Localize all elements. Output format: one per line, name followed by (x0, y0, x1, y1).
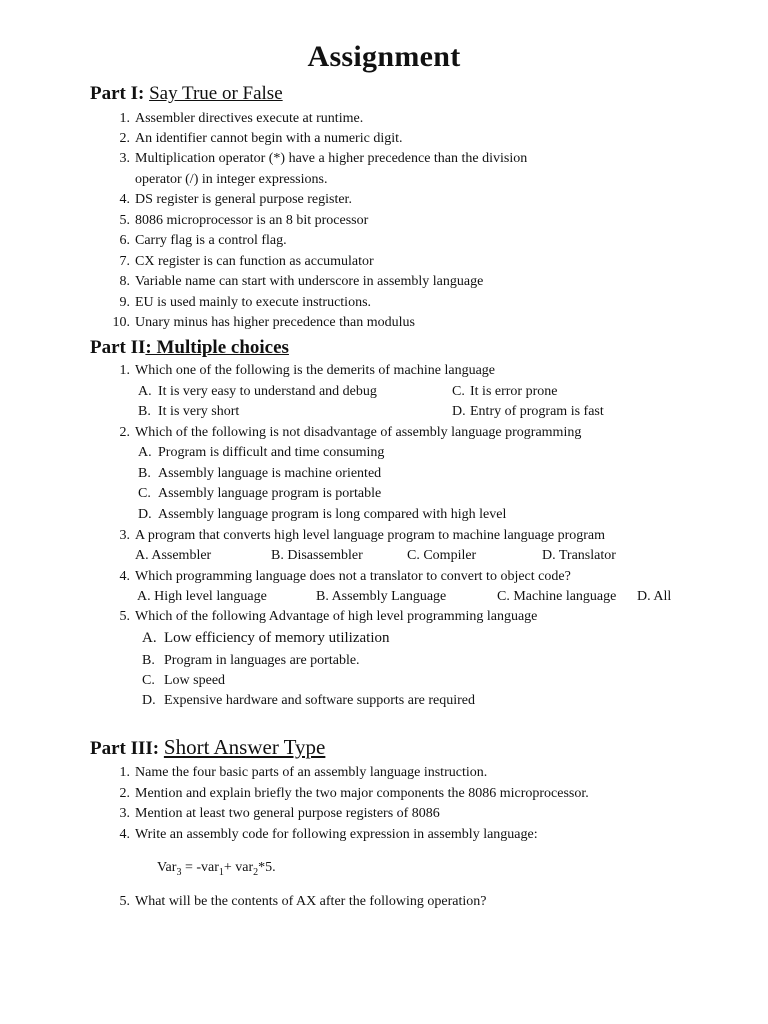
document-page: Assignment Part I: Say True or False 1. Assembler directives execute at runtime. 2. An identifier cannot begin with a numeric digit. 3. Multiplication operator (*) have a higher precedence than the division operator (/) in integer expressions. 4. DS register is general purpose register. 5. 8086 microprocessor is an 8 bit processor 6. Carry flag is a control flag. 7. CX register is can function as accumulator 8. Variable name can start with underscore in assembly language 9. EU is used mainly to execute instructions. 10. Unary minus has higher precedence than modulus Part II: Multiple choices 1. Which one of the following is the demerits of machine language A. It is very easy to understand and debug C. It is error prone B. It is very short D. Entry of program is fast 2. Which of the following is not disadvantage of assembly language programming A. Program is difficult and time consuming B. Assembly language is machine oriented C. Assembly language program is portable D. Assembly language program is long compared with high level 3. A program that converts high level language program to machine language program A. Assembler B. Disassembler C. Compiler D. Translator 4. Which programming language does not a translator to convert to object code? A. High level language B. Assembly Language C. Machine language D. All 5. Which of the following Advantage of high level programming language A. Low efficiency of memory utilization B. Program in languages are portable. C. Low speed D. Expensive hardware and software supports are required Part III: Short Answer Type 1. Name the four basic parts of an assembly language instruction. 2. Mention and explain briefly the two major components the 8086 microprocessor. 3. Mention at least two general purpose registers of 8086 4. Write an assembly code for following expression in assembly language: Var$_3$ = -var$_1$+ var$_2$*5. 5. What will be the contents of AX after the following operation? (0, 0, 768, 1024)
part1-label: Part I: (90, 83, 150, 104)
expression: Var$_3$ = -var$_1$+ var$_2$*5. (157, 860, 276, 878)
part3-subtitle: Short Answer Type (163, 735, 326, 759)
page-title: Assignment (307, 40, 461, 73)
part3-heading (90, 735, 325, 760)
part3-label: Part III: (90, 738, 164, 759)
part2-label: Part II (90, 337, 146, 358)
part2-heading (90, 337, 289, 359)
part2-subtitle: : Multiple choices (145, 337, 289, 358)
part1-subtitle: Say True or False (149, 83, 283, 104)
part1-heading (90, 83, 283, 105)
